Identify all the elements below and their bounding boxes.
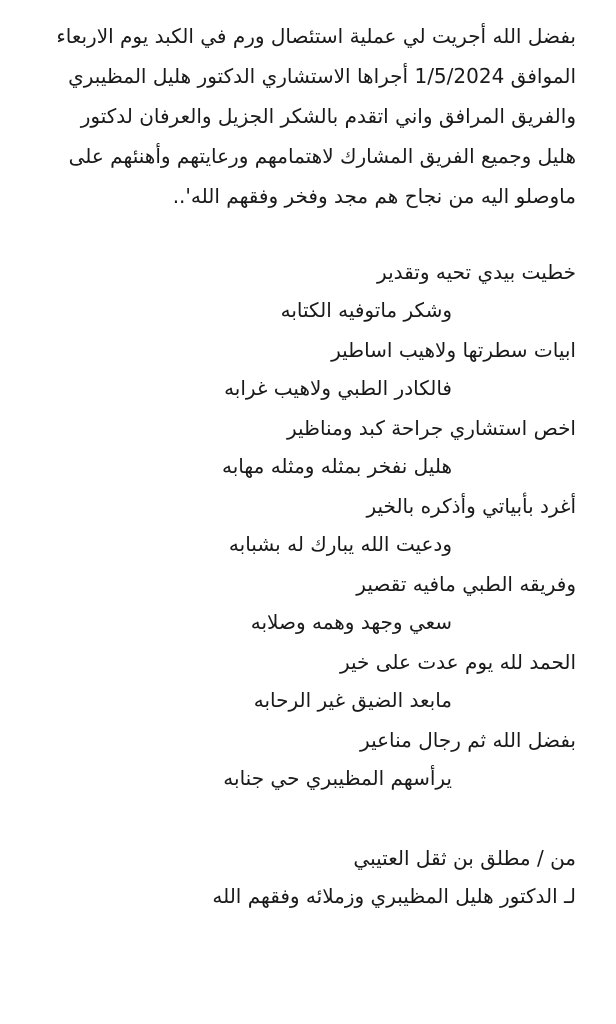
poem-verse-second: مابعد الضيق غير الرحابه [253, 688, 452, 712]
paragraph-line: الموافق 1/5/2024 أجراها الاستشاري الدكتور هليل المظيبري [68, 64, 576, 88]
poem-verse-first: الحمد لله يوم عدت على خير [339, 650, 576, 674]
signature-to: لـ الدكتور هليل المظيبري وزملائه وفقهم الله [212, 884, 576, 908]
signature-from: من / مطلق بن ثقل العتيبي [353, 846, 576, 870]
paragraph-line: والفريق المرافق واني اتقدم بالشكر الجزيل والعرفان لدكتور [80, 104, 576, 128]
poem-verse-first: خطيت بيدي تحيه وتقدير [377, 260, 576, 284]
paragraph-line: بفضل الله أجريت لي عملية استئصال ورم في الكبد يوم الاربعاء [56, 24, 576, 48]
poem-verse-first: اخص استشاري جراحة كبد ومناظير [286, 416, 576, 440]
poem-verse-first: وفريقه الطبي مافيه تقصير [356, 572, 576, 596]
poem-verse-first: أغرد بأبياتي وأذكره بالخير [366, 494, 576, 518]
paragraph-line: هليل وجميع الفريق المشارك لاهتمامهم ورعايتهم وأهنئهم على [68, 144, 576, 168]
poem-verse-second: هليل نفخر بمثله ومثله مهابه [222, 454, 452, 478]
poem-verse-second: ودعيت الله يبارك له بشبابه [228, 532, 452, 556]
poem-verse-second: فالكادر الطبي ولاهيب غرابه [224, 376, 452, 400]
poem-verse-second: وشكر ماتوفيه الكتابه [280, 298, 452, 322]
paragraph-line: ماوصلو اليه من نجاح هم مجد وفخر وفقهم الله'.. [172, 184, 576, 208]
poem-verse-first: بفضل الله ثم رجال مناعير [360, 728, 576, 752]
poem-verse-first: ابيات سطرتها ولاهيب اساطير [331, 338, 576, 362]
intro-paragraph [36, 16, 576, 216]
poem-verse-second: سعي وجهد وهمه وصلابه [250, 610, 452, 634]
poem-verse-second: يرأسهم المظيبري حي جنابه [223, 766, 452, 790]
